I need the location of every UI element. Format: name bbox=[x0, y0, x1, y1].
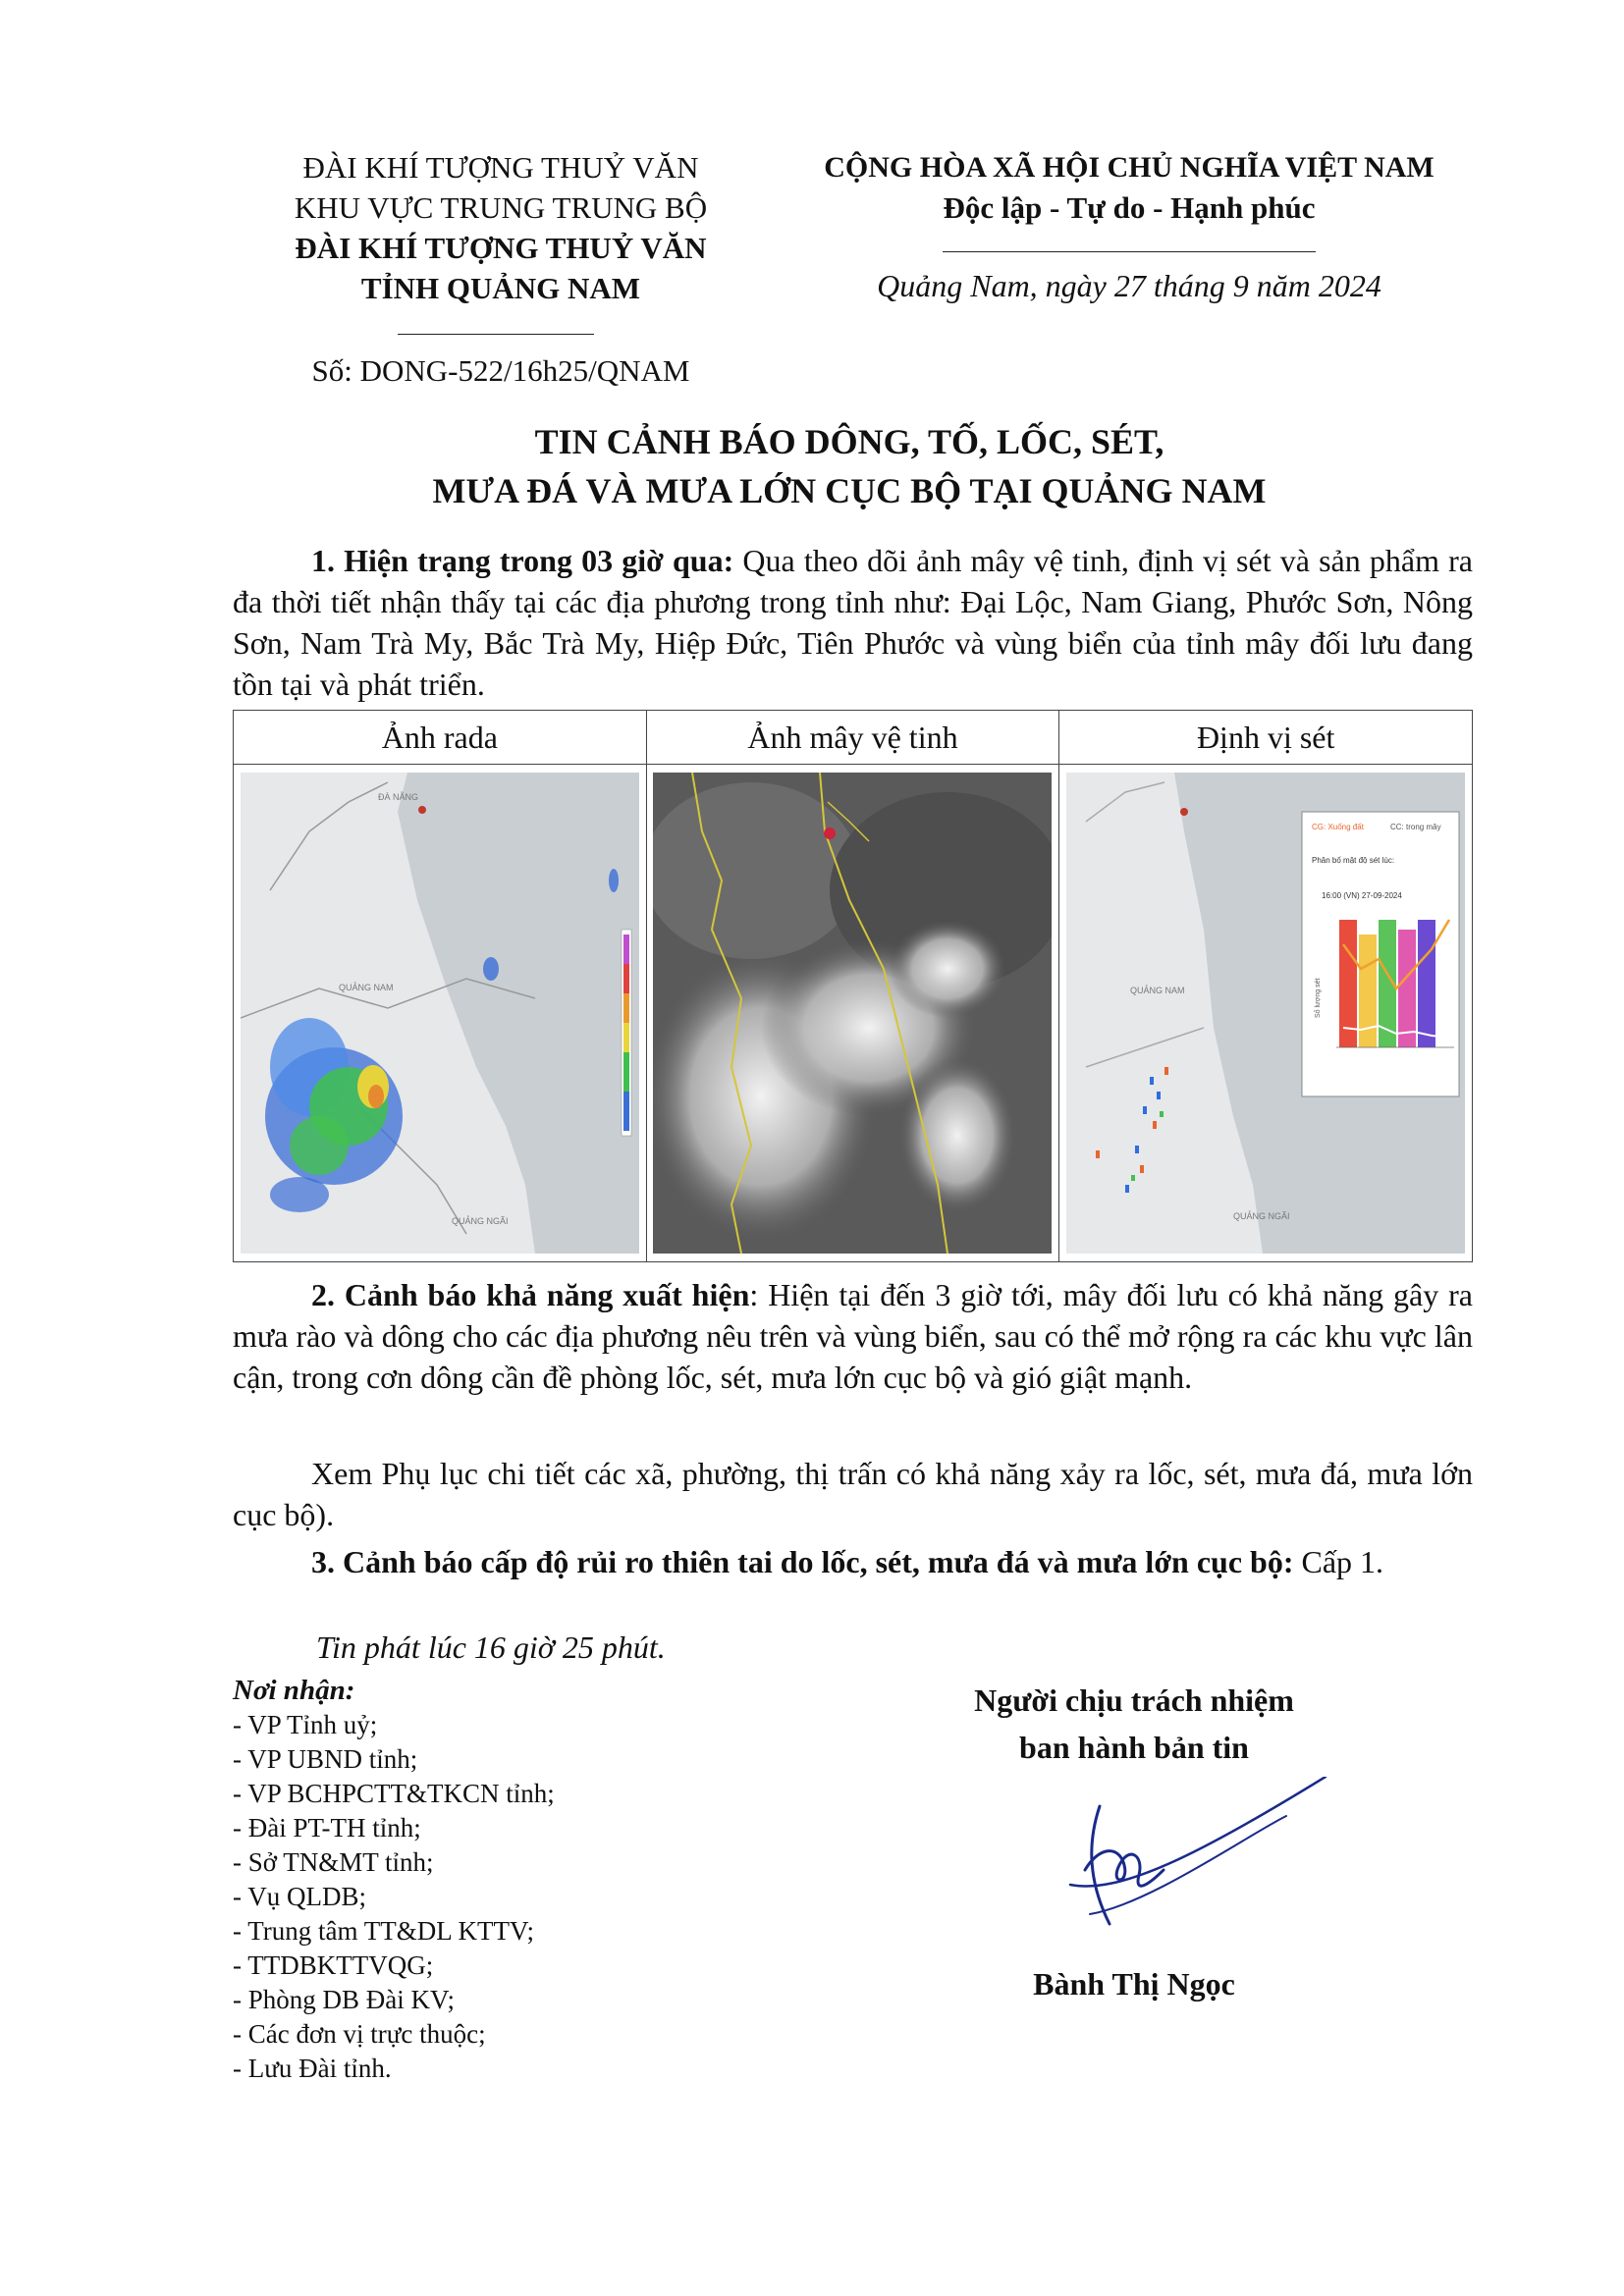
observation-images-table bbox=[233, 710, 1473, 1262]
issuer-name-line1: ĐÀI KHÍ TƯỢNG THUỶ VĂN bbox=[295, 231, 707, 265]
col-header-lightning: Định vị sét bbox=[1059, 711, 1473, 765]
signer-title-line2: ban hành bản tin bbox=[1019, 1730, 1249, 1765]
place-date: Quảng Nam, ngày 27 tháng 9 năm 2024 bbox=[877, 268, 1381, 303]
title-line1: TIN CẢNH BÁO DÔNG, TỐ, LỐC, SÉT, bbox=[534, 422, 1164, 461]
issuer-parent-line1: ĐÀI KHÍ TƯỢNG THUỶ VĂN bbox=[302, 150, 699, 185]
section-2 bbox=[233, 1274, 1473, 1398]
recipient-item: - TTDBKTTVQG; bbox=[233, 1950, 434, 1980]
national-motto-block bbox=[785, 147, 1473, 228]
col-header-satellite: Ảnh mây vệ tinh bbox=[646, 711, 1059, 765]
recipient-item: - Sở TN&MT tỉnh; bbox=[233, 1847, 434, 1877]
lightning-legend-cg: CG: Xuống đất bbox=[1312, 823, 1365, 831]
document-number: Số: DONG-522/16h25/QNAM bbox=[311, 353, 690, 388]
issuer-divider bbox=[398, 334, 594, 335]
section-3-heading: 3. Cảnh báo cấp độ rủi ro thiên tai do lốc, sét, mưa đá và mưa lớn cục bộ: bbox=[311, 1544, 1294, 1579]
col-header-radar: Ảnh rada bbox=[234, 711, 647, 765]
recipient-item: - Phòng DB Đài KV; bbox=[233, 1985, 455, 2014]
section-1-body: Qua theo dõi ảnh mây vệ tinh, định vị sét và sản phẩm ra đa thời tiết nhận thấy tại các địa phương trong tỉnh như: Đại Lộc, Nam Giang, Phước Sơn, Nông Sơn, Nam Trà My, Bắc Trà My, Hiệp Đức, Tiên Phước và vùng biển của tỉnh mây đối lưu đang tồn tại và phát triển. bbox=[233, 543, 1474, 702]
radar-map bbox=[241, 773, 639, 1254]
radar-image bbox=[241, 773, 639, 1254]
issuer-block bbox=[226, 147, 776, 308]
lightning-legend-cc: CC: trong mây bbox=[1390, 823, 1441, 831]
lightning-chart-title: Phân bố mật độ sét lúc: bbox=[1312, 856, 1395, 865]
signer-title-line1: Người chịu trách nhiệm bbox=[974, 1682, 1294, 1718]
recipient-item: - Các đơn vị trực thuộc; bbox=[233, 2019, 486, 2049]
lightning-map bbox=[1066, 773, 1465, 1254]
section-2-body: : Hiện tại đến 3 giờ tới, mây đối lưu có khả năng gây ra mưa rào và dông cho các địa phương nêu trên và vùng biển, sau có thể mở rộng ra các khu vực lân cận, trong cơn dông cần đề phòng lốc, sét, mưa lớn cục bộ và gió giật mạnh. bbox=[233, 1277, 1474, 1395]
recipient-item: - Lưu Đài tỉnh. bbox=[233, 2054, 392, 2083]
issuer-name-line2: TỈNH QUẢNG NAM bbox=[360, 271, 641, 305]
recipients-block bbox=[233, 1674, 555, 2086]
recipient-item: - VP BCHPCTT&TKCN tỉnh; bbox=[233, 1779, 555, 1808]
radar-label-quangngai: QUẢNG NGÃI bbox=[451, 1216, 509, 1226]
handwritten-signature bbox=[1031, 1777, 1345, 1944]
motto: Độc lập - Tự do - Hạnh phúc bbox=[943, 190, 1316, 225]
section-2-heading: 2. Cảnh báo khả năng xuất hiện bbox=[311, 1277, 750, 1312]
satellite-map bbox=[653, 773, 1052, 1254]
radar-label-quangnam: QUẢNG NAM bbox=[338, 983, 394, 992]
signer-name: Bành Thị Ngọc bbox=[1033, 1966, 1235, 2002]
lightning-label-quangnam: QUẢNG NAM bbox=[1130, 986, 1185, 995]
lightning-chart-time: 16:00 (VN) 27-09-2024 bbox=[1322, 891, 1402, 900]
signature-block bbox=[913, 1677, 1355, 1771]
issued-time: Tin phát lúc 16 giờ 25 phút. bbox=[316, 1629, 666, 1665]
section-1 bbox=[233, 540, 1473, 705]
motto-divider bbox=[943, 251, 1316, 252]
lightning-image bbox=[1066, 773, 1465, 1254]
title-line2: MƯA ĐÁ VÀ MƯA LỚN CỤC BỘ TẠI QUẢNG NAM bbox=[432, 471, 1267, 510]
section-3-body: Cấp 1. bbox=[1293, 1544, 1384, 1579]
document-title bbox=[226, 417, 1473, 515]
satellite-image bbox=[653, 773, 1052, 1254]
radar-label-danang: ĐÀ NẴNG bbox=[377, 792, 418, 802]
lightning-chart-ylabel: Số lượng sét bbox=[1315, 978, 1323, 1018]
country-name: CỘNG HÒA XÃ HỘI CHỦ NGHĨA VIỆT NAM bbox=[824, 151, 1435, 184]
recipients-heading: Nơi nhận: bbox=[233, 1675, 355, 1706]
section-1-heading: 1. Hiện trạng trong 03 giờ qua: bbox=[311, 543, 734, 578]
lightning-label-quangngai: QUẢNG NGÃI bbox=[1233, 1211, 1290, 1221]
recipient-item: - Vụ QLDB; bbox=[233, 1882, 367, 1911]
section-2-appendix: Xem Phụ lục chi tiết các xã, phường, thị trấn có khả năng xảy ra lốc, sét, mưa đá, mưa lớn cục bộ). bbox=[233, 1456, 1473, 1532]
issuer-parent-line2: KHU VỰC TRUNG TRUNG BỘ bbox=[294, 190, 708, 225]
recipient-item: - VP UBND tỉnh; bbox=[233, 1744, 418, 1774]
recipient-item: - Trung tâm TT&DL KTTV; bbox=[233, 1916, 534, 1946]
recipient-item: - Đài PT-TH tỉnh; bbox=[233, 1813, 421, 1842]
section-3 bbox=[233, 1541, 1473, 1582]
recipient-item: - VP Tỉnh uỷ; bbox=[233, 1710, 378, 1739]
